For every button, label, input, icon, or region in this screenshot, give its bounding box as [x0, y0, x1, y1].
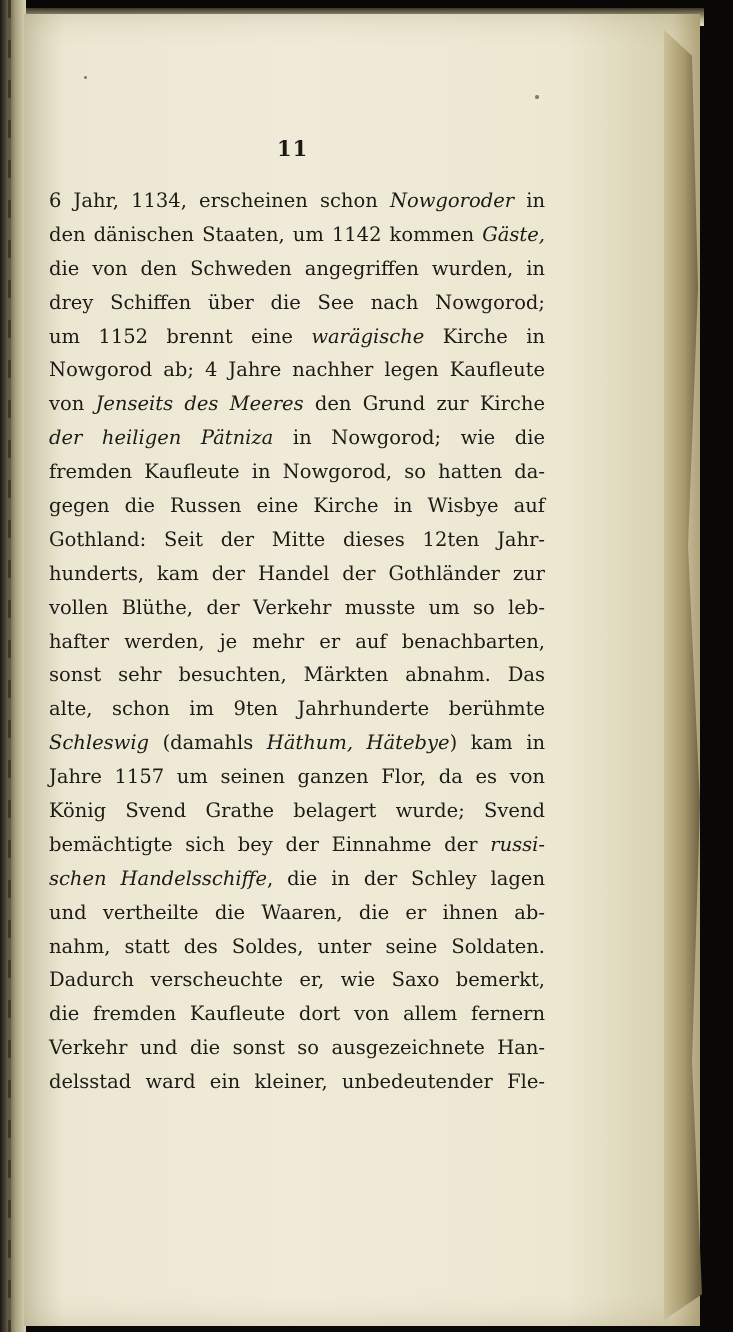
text-segment: 6 Jahr, 1134, erscheinen schon [49, 189, 390, 212]
text-segment: ) kam in [449, 731, 545, 755]
text-line [49, 523, 545, 557]
text-line [49, 794, 545, 828]
text-segment: von [49, 392, 96, 416]
ink-spot [535, 95, 539, 99]
text-line [49, 658, 545, 692]
text-line [49, 930, 545, 964]
text-line [49, 218, 545, 252]
text-segment: Nowgorod ab; 4 Jahre nachher legen Kaufleute [49, 358, 545, 382]
text-segment: den dänischen Staaten, um 1142 kommen [49, 222, 483, 246]
text-line [49, 286, 545, 320]
text-line [49, 896, 545, 930]
text-segment: nahm, statt des Soldes, unter seine Soldaten. [49, 934, 545, 958]
text-line [49, 997, 545, 1031]
body-text [49, 184, 545, 1099]
text-line [49, 387, 545, 421]
text-segment: alte, schon im 9ten Jahrhunderte berühmte [49, 697, 545, 721]
text-segment: drey Schiffen über die See nach Nowgorod; [49, 290, 545, 314]
text-line [49, 421, 545, 455]
text-segment: den Grund zur Kirche [303, 392, 546, 416]
text-segment: Dadurch verscheuchte er, wie Saxo bemerkt, [49, 968, 545, 992]
text-line [49, 320, 545, 354]
text-segment: vollen Blüthe, der Verkehr musste um so leb- [49, 595, 545, 619]
text-segment: in Nowgorod; wie die [273, 426, 545, 450]
text-segment: in [514, 189, 546, 212]
italic-phrase: Jenseits des Meeres [95, 392, 304, 416]
text-segment: , die in der Schley lagen [267, 866, 545, 890]
text-segment: (damahls [149, 731, 267, 755]
text-segment: bemächtigte sich bey der Einnahme der [49, 832, 491, 856]
italic-phrase: russi- [490, 832, 545, 856]
text-line [49, 353, 545, 387]
text-segment: gegen die Russen eine Kirche in Wisbye auf [49, 494, 545, 518]
text-segment: Kirche in [424, 324, 545, 348]
text-segment: fremden Kaufleute in Nowgorod, so hatten da- [49, 460, 545, 484]
page-number: 11 [277, 136, 309, 161]
text-segment: König Svend Grathe belagert wurde; Svend [49, 799, 545, 823]
binding-edge [0, 0, 26, 1332]
text-line [49, 760, 545, 794]
italic-phrase: warägische [311, 324, 425, 348]
text-line [49, 591, 545, 625]
text-segment: Gothland: Seit der Mitte dieses 12ten Jahr- [49, 527, 545, 551]
text-line [49, 726, 545, 760]
text-segment: um 1152 brennt eine [49, 324, 312, 348]
text-segment: Verkehr und die sonst so ausgezeichnete Han- [49, 1036, 545, 1060]
italic-phrase: Schleswig [49, 731, 150, 755]
text-line [49, 963, 545, 997]
text-segment: die von den Schweden angegriffen wurden, in [49, 256, 545, 280]
italic-phrase: schen Handelsschiffe [49, 866, 267, 890]
text-segment: Jahre 1157 um seinen ganzen Flor, da es von [49, 765, 545, 789]
italic-phrase: Nowgoroder [389, 189, 515, 212]
text-line [49, 1065, 545, 1099]
text-line [49, 692, 545, 726]
text-line [49, 557, 545, 591]
italic-phrase: Häthum, Hätebye [266, 731, 450, 755]
text-line [49, 862, 545, 896]
text-segment: delsstad ward ein kleiner, unbedeutender Fle- [49, 1070, 545, 1094]
text-line [49, 489, 545, 523]
italic-phrase: Gäste, [482, 222, 545, 246]
text-segment: hafter werden, je mehr er auf benachbarten, [49, 629, 545, 653]
italic-phrase: der heiligen Pätniza [49, 426, 274, 450]
ink-spot [84, 76, 87, 79]
text-line [49, 1031, 545, 1065]
text-line [49, 625, 545, 659]
text-line [49, 828, 545, 862]
text-segment: hunderts, kam der Handel der Gothländer zur [49, 561, 545, 585]
text-line [49, 455, 545, 489]
text-line [49, 252, 545, 286]
text-segment: und vertheilte die Waaren, die er ihnen ab- [49, 900, 545, 924]
text-segment: die fremden Kaufleute dort von allem fernern [49, 1002, 545, 1026]
text-line [49, 184, 545, 218]
text-segment: sonst sehr besuchten, Märkten abnahm. Das [49, 663, 545, 687]
